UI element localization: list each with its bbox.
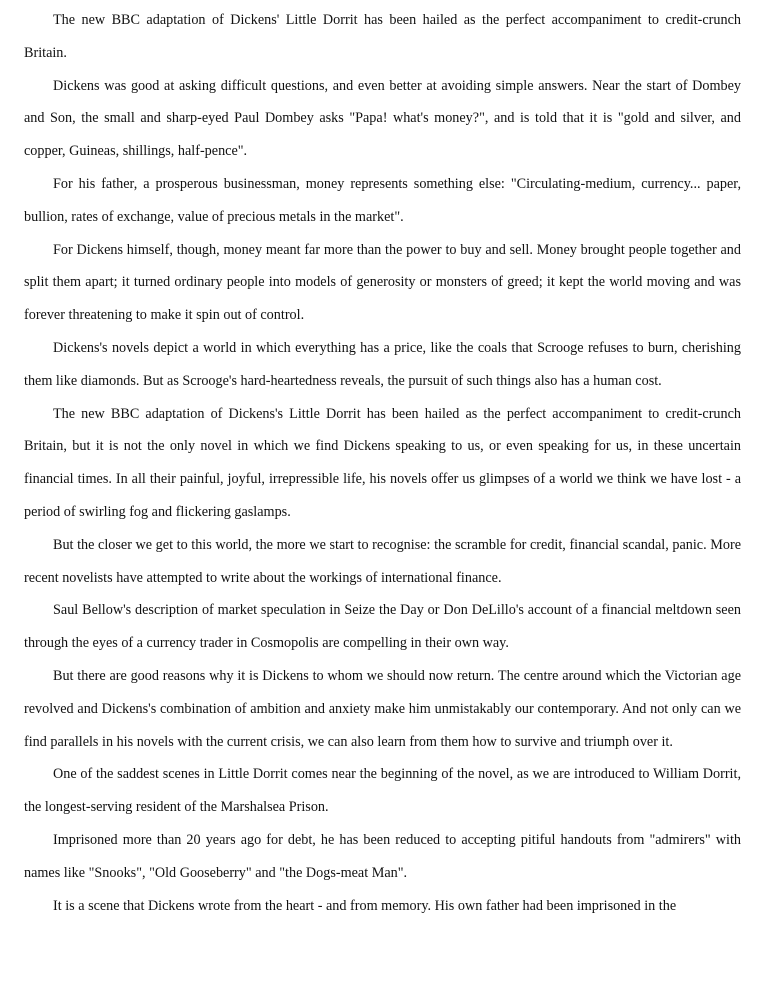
- paragraph-5: Dickens's novels depict a world in which everything has a price, like the coals that Scrooge refuses to burn, cherishing them like diamonds. But as Scrooge's hard-heartedness reveals, the pursuit of such things also has a human cost.: [24, 339, 741, 389]
- paragraph-2: Dickens was good at asking difficult questions, and even better at avoiding simple answers. Near the start of Dombey and Son, the small and sharp-eyed Paul Dombey asks "Papa! what's money?", and is told that it is "gold and silver, and copper, Guineas, shillings, half-pence".: [24, 77, 741, 160]
- paragraph-12: It is a scene that Dickens wrote from the heart - and from memory. His own father had been imprisoned in the: [53, 897, 677, 914]
- paragraph-10: One of the saddest scenes in Little Dorrit comes near the beginning of the novel, as we are introduced to William Dorrit, the longest-serving resident of the Marshalsea Prison.: [24, 766, 741, 816]
- paragraph-4: For Dickens himself, though, money meant far more than the power to buy and sell. Money brought people together and split them apart; it turned ordinary people into models of generosity or monsters of greed; it kept the world moving and was forever threatening to make it spin out of control.: [24, 241, 741, 324]
- paragraph-6: The new BBC adaptation of Dickens's Little Dorrit has been hailed as the perfect accompaniment to credit-crunch Britain, but it is not the only novel in which we find Dickens speaking to us, or even speaking for us, in these uncertain financial times. In all their painful, joyful, irrepressible life, his novels offer us glimpses of a world we think we have lost - a period of swirling fog and flickering gaslamps.: [24, 405, 741, 520]
- paragraph-7: But the closer we get to this world, the more we start to recognise: the scramble for credit, financial scandal, panic. More recent novelists have attempted to write about the workings of international finance.: [24, 536, 741, 586]
- paragraph-8: Saul Bellow's description of market speculation in Seize the Day or Don DeLillo's account of a financial meltdown seen through the eyes of a currency trader in Cosmopolis are compelling in their own way.: [24, 602, 741, 652]
- paragraph-11: Imprisoned more than 20 years ago for debt, he has been reduced to accepting pitiful handouts from "admirers" with names like "Snooks", "Old Gooseberry" and "the Dogs-meat Man".: [24, 831, 741, 881]
- paragraph-3: For his father, a prosperous businessman, money represents something else: "Circulating-medium, currency... paper, bullion, rates of exchange, value of precious metals in the market".: [24, 175, 741, 225]
- paragraph-9: But there are good reasons why it is Dickens to whom we should now return. The centre around which the Victorian age revolved and Dickens's combination of ambition and anxiety make him unmistakably our contemporary. And not only can we find parallels in his novels with the current crisis, we can also learn from them how to survive and triumph over it.: [24, 667, 741, 750]
- article-body: [24, 4, 741, 922]
- paragraph-1: The new BBC adaptation of Dickens' Little Dorrit has been hailed as the perfect accompaniment to credit-crunch Britain.: [24, 12, 741, 61]
